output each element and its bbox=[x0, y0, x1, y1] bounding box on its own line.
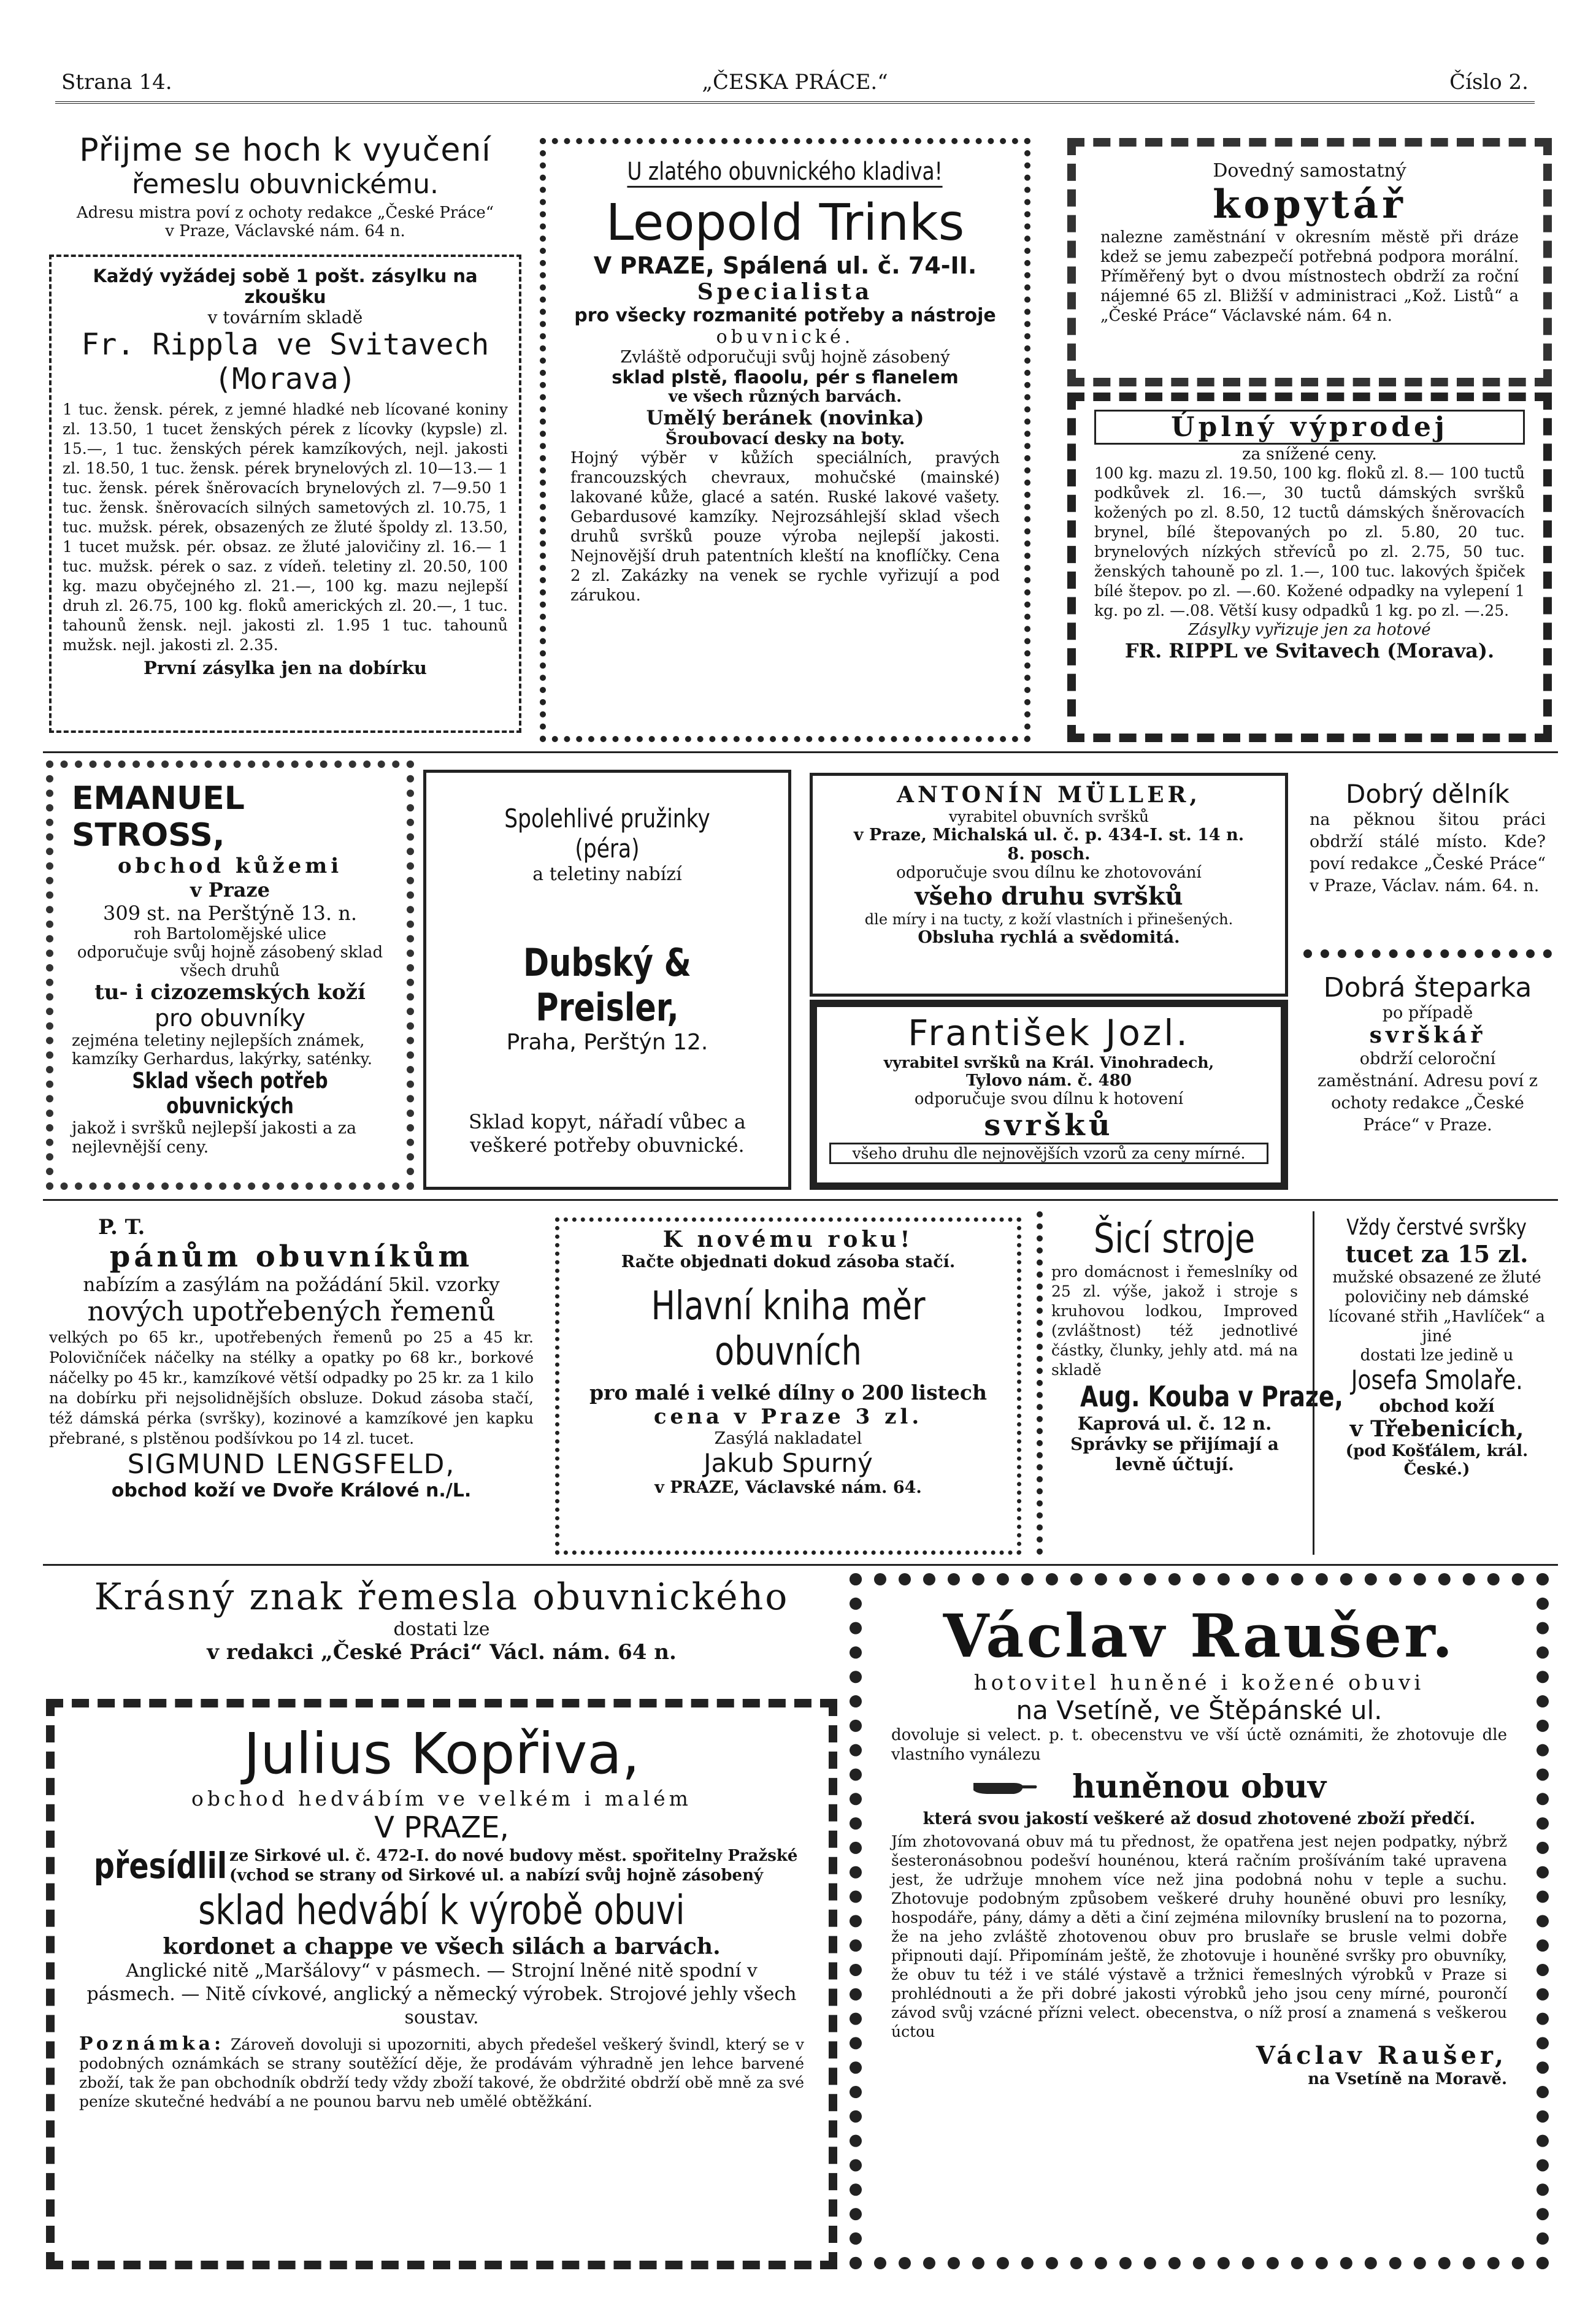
ad-rauser bbox=[850, 1573, 1549, 2269]
lengsfeld-l3: nabízím a zasýlám na požádání 5kil. vzorky bbox=[83, 1274, 500, 1296]
stross-l6: tu- i cizozemských koží bbox=[94, 980, 366, 1005]
rauser-name: Václav Raušer. bbox=[943, 1601, 1456, 1671]
kopriva-l1: obchod hedvábím ve velkém i malém bbox=[191, 1787, 692, 1811]
ad-kopriva bbox=[46, 1699, 837, 2269]
lengsfeld-l5: obchod koží ve Dvoře Králové n./L. bbox=[111, 1480, 472, 1501]
col-divider-kouba bbox=[1313, 1211, 1314, 1555]
stross-l4: roh Bartolomějské ulice bbox=[133, 925, 327, 943]
znak-l3: v redakci „České Práci“ Václ. nám. 64 n. bbox=[207, 1640, 677, 1665]
ad-delnik bbox=[1303, 773, 1552, 951]
row-divider-3 bbox=[43, 1564, 1558, 1566]
stross-l10: jakož i svršků nejlepší jakosti a za nejlevnější ceny. bbox=[72, 1119, 357, 1157]
rippl-name: Fr. Rippla ve Svitavech (Morava) bbox=[81, 328, 489, 396]
lengsfeld-pt: P. T. bbox=[98, 1215, 145, 1240]
smolar-body: mužské obsazené ze žluté polovičiny neb dámské lícované střih „Havlíček“ a jiné bbox=[1329, 1268, 1545, 1346]
jozl-l3: odporučuje svou dílnu k hotovení bbox=[914, 1090, 1184, 1108]
jozl-l2: Tylovo nám. č. 480 bbox=[966, 1071, 1132, 1090]
kopriva-moved-row bbox=[79, 1845, 804, 1887]
header-rule bbox=[55, 101, 1535, 104]
trinks-tagline: U zlatého obuvnického kladiva! bbox=[627, 158, 943, 188]
lengsfeld-title: pánům obuvníkům bbox=[109, 1240, 474, 1274]
rauser-product-row bbox=[891, 1768, 1507, 1806]
ad-steparka bbox=[1303, 966, 1552, 1190]
pointing-hand-icon bbox=[971, 1774, 1038, 1799]
jozl-name: František Jozl. bbox=[908, 1012, 1190, 1054]
spurny-l2: Račte objednati dokud zásoba stačí. bbox=[621, 1252, 956, 1271]
jozl-l5: všeho druhu dle nejnovějších vzorů za ceny mírné. bbox=[829, 1143, 1268, 1164]
rippl-sub: v továrním skladě bbox=[207, 307, 363, 328]
smolar-l6: (pod Košťálem, král. České.) bbox=[1345, 1442, 1529, 1479]
delnik-title: Dobrý dělník bbox=[1346, 779, 1510, 809]
smolar-name: Josefa Smolaře. bbox=[1351, 1365, 1523, 1396]
steparka-title: Dobrá šteparka bbox=[1323, 972, 1532, 1003]
rauser-l2: na Vsetíně, ve Štěpánské ul. bbox=[1016, 1695, 1383, 1725]
znak-l2: dostati lze bbox=[393, 1619, 490, 1640]
kopytar-l1: Dovedný samostatný bbox=[1213, 160, 1406, 182]
trinks-l4: pro všecky rozmanité potřeby a nástroje bbox=[574, 305, 996, 326]
rauser-l3: dovoluje si velect. p. t. obecenstvu ve vší úctě oznámiti, že zhotovuje dle vlastního vynálezu bbox=[891, 1726, 1507, 1764]
smolar-l2: tucet za 15 zl. bbox=[1345, 1240, 1529, 1268]
stross-l5: odporučuje svůj hojně zásobený sklad všech druhů bbox=[77, 943, 383, 980]
kouba-name: Aug. Kouba v Praze, bbox=[1080, 1380, 1343, 1413]
spurny-l6: Zasýlá nakladatel bbox=[714, 1429, 862, 1448]
trinks-address: V PRAZE, Spálená ul. č. 74-II. bbox=[593, 252, 977, 279]
trinks-body: Hojný výběr v kůžích speciálních, pravých francouzských chevraux, mohučské (mainské) lakované kůže, glacé a satén. Ruské lakové vašety. Gebardusové kamzíky. Nejrozsáhlejší sklad všech druhů svršků pouze výroba nejlepší jakosti. Nejnovější druh patentních kleští na knoflíčky. Cena 2 zl. Zakázky na venek se rychle vyřizují a pod zárukou. bbox=[570, 449, 1000, 605]
muller-l7: Obsluha rychlá a svědomitá. bbox=[918, 928, 1180, 947]
dubsky-l1: Spolehlivé pružinky (péra) bbox=[504, 803, 710, 864]
trinks-l9: Umělý beránek (novinka) bbox=[646, 406, 924, 429]
vyprodej-title: Úplný výprodej bbox=[1094, 410, 1525, 445]
issue-number: Číslo 2. bbox=[1449, 70, 1529, 94]
rauser-l4: huněnou obuv bbox=[1072, 1768, 1326, 1806]
ad-lengsfeld bbox=[43, 1211, 540, 1555]
stross-l8: zejména teletiny nejlepších známek, kamzíky Gerhardus, lakýrky, saténky. bbox=[72, 1032, 373, 1068]
trinks-l7: sklad plstě, flaoolu, pér s flanelem bbox=[612, 367, 959, 388]
dubsky-l2: a teletiny nabízí bbox=[532, 864, 682, 885]
kopriva-l4: ze Sirkové ul. č. 472-I. do nové budovy měst. spořitelny Pražské (vchod se strany od Sirkové ul. a nabízí svůj hojně zásobený bbox=[229, 1847, 798, 1885]
vyprodej-signature: FR. RIPPL ve Svitavech (Morava). bbox=[1124, 639, 1495, 662]
ad-spurny bbox=[555, 1217, 1021, 1555]
smolar-l1: Vždy čerstvé svršky bbox=[1346, 1215, 1527, 1240]
trinks-l6: Zvláště odporučuji svůj hojně zásobený bbox=[620, 348, 950, 367]
muller-name: ANTONÍN MÜLLER, bbox=[897, 782, 1201, 808]
kopriva-l2: V PRAZE, bbox=[374, 1811, 509, 1845]
ad-rippl-factory bbox=[49, 255, 521, 733]
trinks-name: Leopold Trinks bbox=[605, 194, 965, 252]
ad-znak bbox=[46, 1573, 837, 1696]
steparka-body: obdrží celoroční zaměstnání. Adresu poví z ochoty redakce „České Práce“ v Praze. bbox=[1317, 1049, 1538, 1135]
ad-kopytar bbox=[1067, 138, 1552, 386]
ad-jozl bbox=[810, 1000, 1288, 1190]
muller-l2: v Praze, Michalská ul. č. p. 434-I. st. 14 n. bbox=[853, 826, 1245, 845]
trinks-specialist: Specialista bbox=[697, 279, 873, 305]
kopriva-body: Anglické nitě „Maršálovy“ v pásmech. — Strojní lněné nitě spodní v pásmech. — Nitě cívkové, anglický a německý výrobek. Strojové jehly všech soustav. bbox=[86, 1960, 797, 2028]
dubsky-l3: Praha, Perštýn 12. bbox=[506, 1030, 708, 1055]
spurny-l7: v PRAZE, Václavské nám. 64. bbox=[654, 1478, 922, 1497]
kopriva-l3: přesídlil bbox=[93, 1845, 228, 1887]
kopytar-title: kopytář bbox=[1213, 182, 1406, 228]
trinks-l5: obuvnické. bbox=[716, 326, 854, 348]
spurny-price: cena v Praze 3 zl. bbox=[653, 1404, 923, 1429]
kopriva-l5: sklad hedvábí k výrobě obuvi bbox=[198, 1887, 685, 1934]
page-number: Strana 14. bbox=[61, 70, 172, 94]
steparka-l2: po případě bbox=[1382, 1003, 1473, 1022]
delnik-rule bbox=[1303, 949, 1552, 958]
stross-name: EMANUEL STROSS, bbox=[72, 780, 245, 854]
page-header bbox=[55, 61, 1535, 104]
muller-l1: vyrabitel obuvních svršků bbox=[948, 808, 1149, 826]
kopytar-body: nalezne zaměstnání v okresním městě při dráze kdež se jemu zabezpečí potřebná podpora morální. Příměřený byt o dvou místnostech obdrží za roční nájemné 65 zl. Bližší v administraci „Kož. Listů“ a „České Práce“ Václavské nám. 64 n. bbox=[1100, 228, 1519, 325]
ad-stross bbox=[46, 761, 414, 1190]
dubsky-l4: Sklad kopyt, nářadí vůbec a veškeré potřeby obuvnické. bbox=[469, 1110, 746, 1157]
rippl-price-list: 1 tuc. žensk. pérek, z jemné hladké neb lícované koniny zl. 13.50, 1 tucet ženských pérek z lícovky (kypsle) zl. 15.—, 1 tuc. ženských pérek kamzíkových, nejl. jakosti zl. 18.50, 1 tuc. žensk. pérek brynelových zl. 10—13.— 1 tuc. žensk. pérek šněrovacích brynelových zl. 7—9.50 1 tuc. žensk. šněrovacích silných sametových zl. 10.75, 1 tuc. mužsk. pérek, obsazených ze žluté špoldy zl. 13.50, 1 tucet mužsk. pér. obsaz. ze žluté jalovičiny zl. 16.— 1 tuc. mužsk. pérek o saz. z vídeň. teletiny zl. 20.50, 100 kg. mazu obyčejného zl. 21.—, 100 kg. mazu nejlepší druh zl. 26.75, 100 kg. floků amerických zl. 20.—, 1 tuc. tahounů žensk. nejl. jakosti zl. 1.95 1 tuc. tahounů mužsk. nejl. jakosti zl. 2.35. bbox=[63, 400, 508, 654]
kouba-body: pro domácnost i řemeslníky od 25 zl. výše, jakož i stroje s kruhovou lodkou, Improved (zvláštnost) též jednotlivé částky, člunky, jehly atd. má na skladě bbox=[1051, 1263, 1298, 1379]
rauser-body: Jím zhotovovaná obuv má tu přednost, že opatřena jest nejen podpatky, nýbrž šesteronásobnou podešví hounénou, která račním prošíváním také upravena jest, že udržuje mnohem více než jina podobná nohu v teple a suchu. Zhotovuje podobným způsobem veškeré druhy houněné obuvi pro lesníky, hospodáře, pány, dámy a děti a činí zejména milovníky bruslení na to pozorna, že na jeho zvláště zhotovenou obuv pro bruslaře se brusle velmi dobře připnouti dají. Připomínám ještě, že zhotovuje i houněné svršky pro obuvníky, že obuv tu též i ve stálé výstavě a tržnici řemeslných výrobků v Praze si prohlédnouti a že při dobré jakosti výrobků jeho jsou ceny mírné, pourončí závod svůj vzácné přízni velect. obecenstva, o níž prosí a znamená s veškerou úctou bbox=[891, 1833, 1507, 2041]
apprentice-title: Přijme se hoch k vyučení bbox=[79, 132, 491, 169]
dubsky-name: Dubský & Preisler, bbox=[523, 940, 692, 1030]
row-divider-1 bbox=[43, 751, 1558, 753]
muller-l4: odporučuje svou dílnu ke zhotovování bbox=[896, 864, 1202, 882]
kopriva-l6: kordonet a chappe ve všech silách a barvách. bbox=[163, 1934, 721, 1960]
apprentice-subtitle: řemeslu obuvnickému. bbox=[132, 169, 439, 200]
rauser-l1: hotovitel huněné i kožené obuvi bbox=[973, 1671, 1425, 1695]
lengsfeld-body: velkých po 65 kr., upotřebených řemenů po 25 a 45 kr. Polovičníček náčelky na stélky a opatky po 68 kr., borkové náčelky po 45 kr., kamzíkové větší odpadky po 25 kr. za 1 kilo na dobírku při nejsolidnějších obsluze. Dokud zásoba stačí, též dámská pérka (svršky), kozinové a kamzíkové jen kapku přebrané, s plstěnou podšívkou po 14 zl. tucet. bbox=[49, 1328, 534, 1447]
delnik-body: na pěknou šitou práci obdrží stálé místo. Kde? poví redakce „České Práce“ v Praze, Václav. nám. 64. n. bbox=[1310, 810, 1546, 895]
masthead: „ČESKA PRÁCE.“ bbox=[702, 70, 888, 94]
row-divider-2 bbox=[43, 1199, 1558, 1201]
rauser-l5: která svou jakostí veškeré až dosud zhotovené zboží předčí. bbox=[923, 1809, 1476, 1828]
kopriva-note-text: Zároveň dovoluji si upozorniti, abych předešel veškerý švindl, který se v podobných oznámkách se strany soutěžící děje, že prodávám výhradně jen lehce barvené zboží, tak že pan obchodník obdrží tedy vždy zboží takové, že obdržité obdrží obě mně za své peníze skutečné hedvábí a ne pounou barvu neb umělé obtěžkání. bbox=[79, 2036, 804, 2110]
muller-l6: dle míry i na tucty, z koží vlastních i přinešených. bbox=[864, 911, 1233, 928]
lengsfeld-name: SIGMUND LENGSFELD, bbox=[127, 1449, 456, 1480]
ad-muller bbox=[810, 773, 1288, 997]
apprentice-address: Adresu mistra poví z ochoty redakce „České Práce“ v Praze, Václavské nám. 64 n. bbox=[76, 204, 494, 240]
spurny-l1: K novému roku! bbox=[662, 1227, 914, 1252]
smolar-l5: v Třebenicích, bbox=[1349, 1416, 1524, 1442]
spurny-name: Jakub Spurný bbox=[704, 1448, 873, 1478]
rippl-headline: Každý vyžádej sobě 1 pošt. zásylku na zkoušku bbox=[93, 266, 478, 307]
muller-l3: 8. posch. bbox=[1007, 845, 1091, 864]
spurny-title: Hlavní kniha měr obuvních bbox=[651, 1284, 926, 1374]
stross-l3: 309 st. na Perštýně 13. n. bbox=[103, 902, 357, 925]
ad-kouba bbox=[1037, 1211, 1343, 1555]
kopriva-note bbox=[79, 2034, 804, 2111]
steparka-l3: svrškář bbox=[1369, 1022, 1486, 1048]
vyprodej-body: 100 kg. mazu zl. 19.50, 100 kg. floků zl. 8.— 100 tuctů podkůvek zl. 16.—, 30 tuctů dámských svršků kožených po zl. 8.50, 12 tuctů dámských šněrovacích brynel, bílé štepovaných po zl. 5.80, 20 tuc. brynelových nízkých střevíců po zl. 2.75, 50 tuc. ženských tahouně po zl. 1.—, 100 tuc. lakových špiček bílé štepov. po zl. —.60. Kožené odpadky na vylepení 1 kg. po zl. —.08. Větší kusy odpadků 1 kg. po zl. —.25. bbox=[1094, 464, 1525, 619]
stross-l9: Sklad všech potřeb obuvnických bbox=[132, 1068, 328, 1119]
rippl-footer: První zásylka jen na dobírku bbox=[143, 657, 428, 678]
lengsfeld-l4: nových upotřebených řemenů bbox=[87, 1296, 496, 1327]
ad-dubsky bbox=[423, 770, 791, 1190]
vyprodej-sub: za snížené ceny. bbox=[1242, 445, 1377, 464]
rauser-signature: Václav Raušer, bbox=[1256, 2041, 1507, 2070]
rauser-signature-place: na Vsetíně na Moravě. bbox=[1308, 2070, 1507, 2088]
stross-l2: v Praze bbox=[190, 878, 270, 902]
ad-smolar bbox=[1319, 1211, 1555, 1555]
stross-l1: obchod kůžemi bbox=[117, 854, 343, 878]
jozl-l4: svršků bbox=[984, 1108, 1114, 1143]
ad-trinks bbox=[540, 138, 1030, 742]
ad-apprentice bbox=[49, 132, 521, 248]
kouba-l3: Správky se přijímají a levně účtují. bbox=[1070, 1434, 1279, 1474]
kouba-title: Šicí stroje bbox=[1094, 1215, 1256, 1262]
ad-vyprodej bbox=[1067, 393, 1552, 742]
smolar-l4: obchod koží bbox=[1379, 1396, 1495, 1416]
trinks-l8: ve všech různých barvách. bbox=[668, 388, 902, 406]
kouba-l2: Kaprová ul. č. 12 n. bbox=[1077, 1413, 1272, 1434]
muller-l5: všeho druhu svršků bbox=[915, 882, 1183, 911]
smolar-l3: dostati lze jedině u bbox=[1360, 1346, 1514, 1365]
kopriva-note-label: Poznámka: bbox=[79, 2033, 225, 2055]
znak-l1: Krásný znak řemesla obuvnického bbox=[94, 1576, 789, 1619]
jozl-l1: vyrabitel svršků na Král. Vinohradech, bbox=[883, 1054, 1214, 1071]
trinks-l10: Šroubovací desky na boty. bbox=[665, 429, 905, 448]
kopriva-name: Julius Kopřiva, bbox=[244, 1721, 640, 1787]
stross-l7: pro obuvníky bbox=[155, 1005, 305, 1032]
vyprodej-note: Zásylky vyřizuje jen za hotové bbox=[1188, 621, 1431, 639]
spurny-l4: pro malé i velké dílny o 200 listech bbox=[589, 1381, 987, 1404]
